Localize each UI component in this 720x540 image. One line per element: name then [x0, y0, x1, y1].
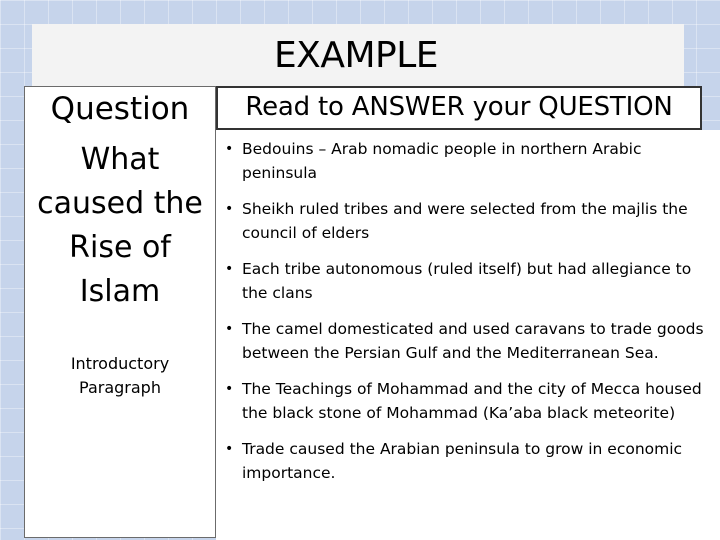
bullet-item	[221, 257, 711, 305]
bullet-text: Each tribe autonomous (ruled itself) but had allegiance to the clans	[242, 260, 692, 302]
answer-heading: Read to ANSWER your QUESTION	[245, 92, 673, 122]
introductory-paragraph-label: Introductory Paragraph	[70, 354, 170, 397]
bullet-text: Bedouins – Arab nomadic people in northern Arabic peninsula	[242, 140, 642, 182]
bullet-icon: •	[225, 441, 234, 457]
bullet-item	[221, 437, 711, 485]
bullet-icon: •	[225, 141, 234, 157]
bullet-icon: •	[225, 201, 234, 217]
bullet-item	[221, 317, 711, 365]
question-heading: Question	[50, 91, 190, 127]
question-text: What caused the Rise of Islam	[37, 142, 203, 309]
bullet-item	[221, 377, 711, 425]
bullet-text: Trade caused the Arabian peninsula to grow in economic importance.	[242, 440, 683, 482]
slide-title: EXAMPLE	[273, 35, 439, 76]
bullet-icon: •	[225, 321, 234, 337]
bullet-item	[221, 197, 711, 245]
bullet-item	[221, 137, 711, 185]
answer-bullet-list	[221, 137, 711, 497]
bullet-icon: •	[225, 381, 234, 397]
bullet-text: The Teachings of Mohammad and the city of Mecca housed the black stone of Mohammad (Ka’aba black meteorite)	[242, 380, 702, 422]
bullet-text: Sheikh ruled tribes and were selected from the majlis the council of elders	[242, 200, 688, 242]
bullet-text: The camel domesticated and used caravans to trade goods between the Persian Gulf and the Mediterranean Sea.	[242, 320, 704, 362]
bullet-icon: •	[225, 261, 234, 277]
